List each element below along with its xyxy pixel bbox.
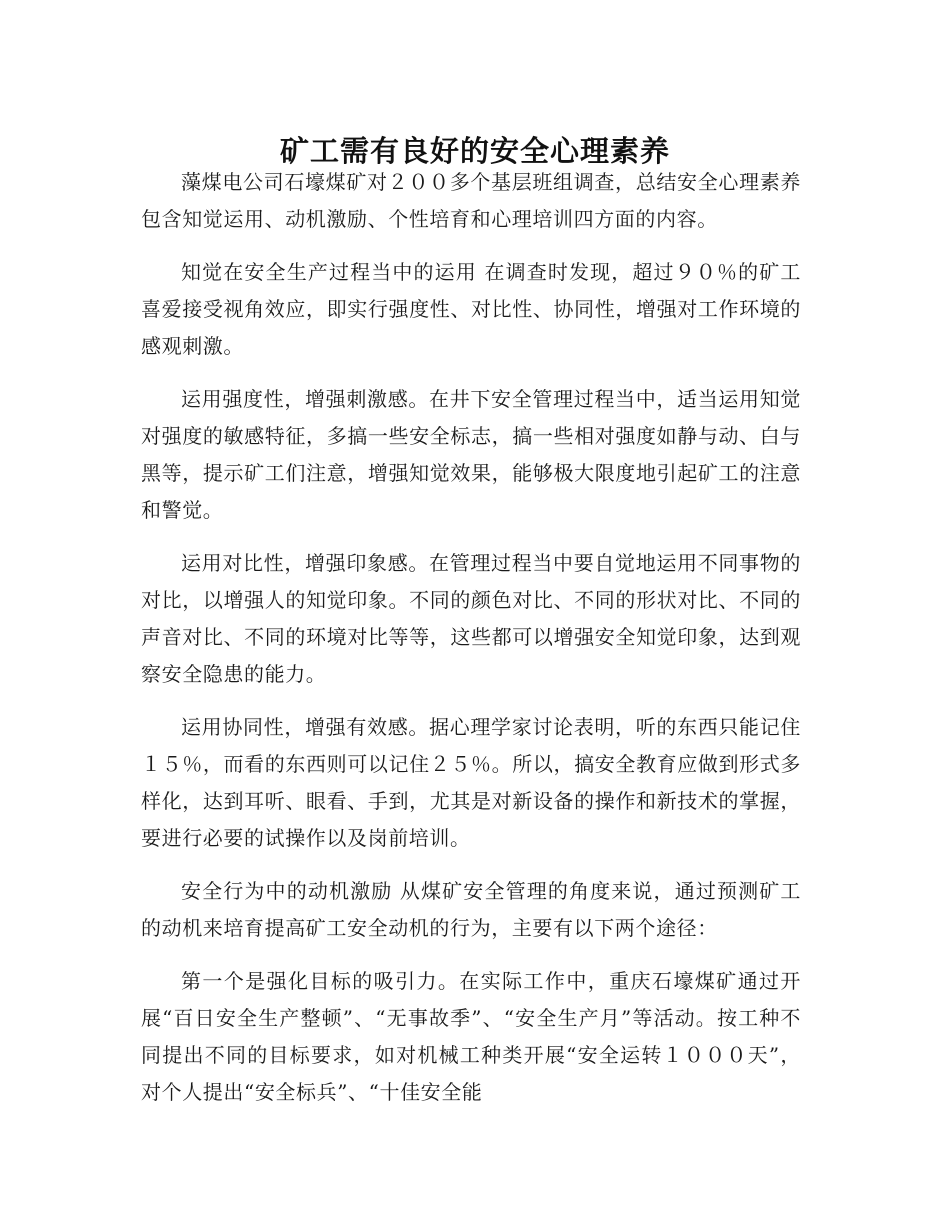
paragraph: 运用对比性，增强印象感。在管理过程当中要自觉地运用不同事物的对比，以增强人的知觉印象。不同的颜色对比、不同的形状对比、不同的声音对比、不同的环境对比等等，这些都可以增强安全知觉印象，达到观察安全隐患的能力。 xyxy=(141,551,801,686)
document-title: 矿工需有良好的安全心理素养 xyxy=(279,134,670,169)
document-body xyxy=(141,164,801,1127)
paragraph: 运用协同性，增强有效感。据心理学家讨论表明，听的东西只能记住１５％，而看的东西则可以记住２５％。所以，搞安全教育应做到形式多样化，达到耳听、眼看、手到，尤其是对新设备的操作和新技术的掌握，要进行必要的试操作以及岗前培训。 xyxy=(141,715,801,850)
paragraph: 知觉在安全生产过程当中的运用 在调查时发现，超过９０％的矿工喜爱接受视角效应，即实行强度性、对比性、协同性，增强对工作环境的感观刺激。 xyxy=(141,260,801,358)
paragraph: 安全行为中的动机激励 从煤矿安全管理的角度来说，通过预测矿工的动机来培育提高矿工安全动机的行为，主要有以下两个途径： xyxy=(141,879,801,940)
paragraph: 藻煤电公司石壕煤矿对２００多个基层班组调查，总结安全心理素养包含知觉运用、动机激励、个性培育和心理培训四方面的内容。 xyxy=(141,170,801,231)
paragraph: 运用强度性，增强刺激感。在井下安全管理过程当中，适当运用知觉对强度的敏感特征，多搞一些安全标志，搞一些相对强度如静与动、白与黑等，提示矿工们注意，增强知觉效果，能够极大限度地引起矿工的注意和警觉。 xyxy=(141,387,801,522)
paragraph: 第一个是强化目标的吸引力。在实际工作中，重庆石壕煤矿通过开展“百日安全生产整顿”、“无事故季”、“安全生产月”等活动。按工种不同提出不同的目标要求，如对机械工种类开展“安全运转１０００天”，对个人提出“安全标兵”、“十佳安全能 xyxy=(141,969,801,1104)
